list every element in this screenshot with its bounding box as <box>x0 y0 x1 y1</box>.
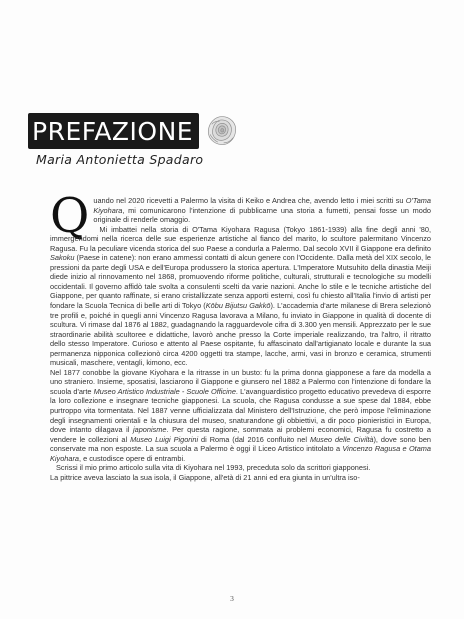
page-number: 3 <box>230 594 234 603</box>
preface-body <box>50 188 432 482</box>
paragraph: Nel 1877 conobbe la giovane Kiyohara e la ritrasse in un busto: fu la prima donna giapponese a fare da modella a uno straniero. Insieme, sposatisi, lasciarono il Giappone e giunsero nel 1882 a Palermo con l'intenzione di fondare la scuola d'arte Museo Artistico Industriale - Scuole Officine. L'avanguardistico progetto educativo prevedeva di esporre la loro collezione e insegnare tecniche giapponesi. La scuola, che Ragusa condusse a sue spese dal 1884, ebbe purtroppo vita tormentata. Nel 1887 venne ufficializzata dal Ministero dell'Istruzione, che però impose l'eliminazione degli insegnamenti orientali e la chiusura del museo, snaturandone gli obbiettivi, a dir poco pionieristici in Europa, dove intanto dilagava il japonisme. Per questa ragione, sommata ai problemi economici, Ragusa fu costretto a vendere le collezioni al Museo Luigi Pigorini di Roma (dal 2016 confluito nel Museo delle Civiltà), dove sono ben conservate ma non esposte. La sua scuola a Palermo è oggi il Liceo Artistico intitolato a Vincenzo Ragusa e Otama Kiyohara, e custodisce opere di entrambi. <box>50 367 432 463</box>
author-name: Maria Antonietta Spadaro <box>36 152 204 167</box>
chapter-title: PREFAZIONE <box>28 113 199 149</box>
paragraph: Scrissi il mio primo articolo sulla vita di Kiyohara nel 1993, preceduta solo da scrittori giapponesi. <box>56 463 371 473</box>
paragraph: La pittrice aveva lasciato la sua isola, il Giappone, all'età di 21 anni ed era giunta in un'ultra iso- <box>50 472 360 482</box>
paragraph: Mi imbattei nella storia di O'Tama Kiyohara Ragusa (Tokyo 1861-1939) alla fine degli anni '80, immergendomi nella ricerca delle sue esperienze artistiche al fianco del marito, lo scultore palermitano Vincenzo Ragusa. Fu la peculiare vicenda storica del suo Paese a condurla a Palermo. Dal secolo XVII il Giappone era definito Sakoku (Paese in catene): non erano ammessi contatti di alcun genere con l'Occidente. Dalla metà del XIX secolo, le pressioni da parte degli USA e dell'Europa produssero la storica apertura. L'Imperatore Mutsuhito della dinastia Meiji diede inizio al rinnovamento nel 1868, promuovendo riforme politiche, culturali, strutturali e tecnologiche su modelli occidentali. Il governo affidò tale svolta a consulenti scelti da varie nazioni. Anche lo stile e le tecniche artistiche del Giappone, per quanto raffinate, si erano cristallizzate senza apporti esterni, così fu chiesto all'Italia l'invio di artisti per fondare la Scuola Tecnica di belle arti di Tokyo (Kōbu Bijutsu Gakkō). L'accademia d'arte milanese di Brera selezionò tre profili e, poiché in quegli anni Vincenzo Ragusa lavorava a Milano, fu inviato in Giappone in qualità di docente di scultura. Vi rimase dal 1876 al 1882, guadagnando la ragguardevole cifra di 3.300 yen mensili. Apprezzato per le sue straordinarie abilità scultoree e didattiche, lavorò anche presso la Corte imperiale realizzando, tra l'altro, il ritratto dello stesso Imperatore. Curioso e attento al Paese ospitante, fu affascinato dall'artigianato locale e durante la sua permanenza nipponica collezionò circa 4200 oggetti tra stampe, lacche, armi, vasi in bronzo e ceramica, strumenti musicali, maschere, ventagli, kimono, ecc. <box>50 224 432 368</box>
paragraph: Quando nel 2020 ricevetti a Palermo la visita di Keiko e Andrea che, avendo letto i miei scritti su O'Tama Kiyohara, mi comunicarono l'intenzione di pubblicarne una storia a fumetti, pensai fosse un modo originale di renderle omaggio. <box>50 188 431 244</box>
drop-cap: Q <box>50 188 90 244</box>
chapter-heading <box>28 113 239 149</box>
rose-icon <box>205 114 239 148</box>
